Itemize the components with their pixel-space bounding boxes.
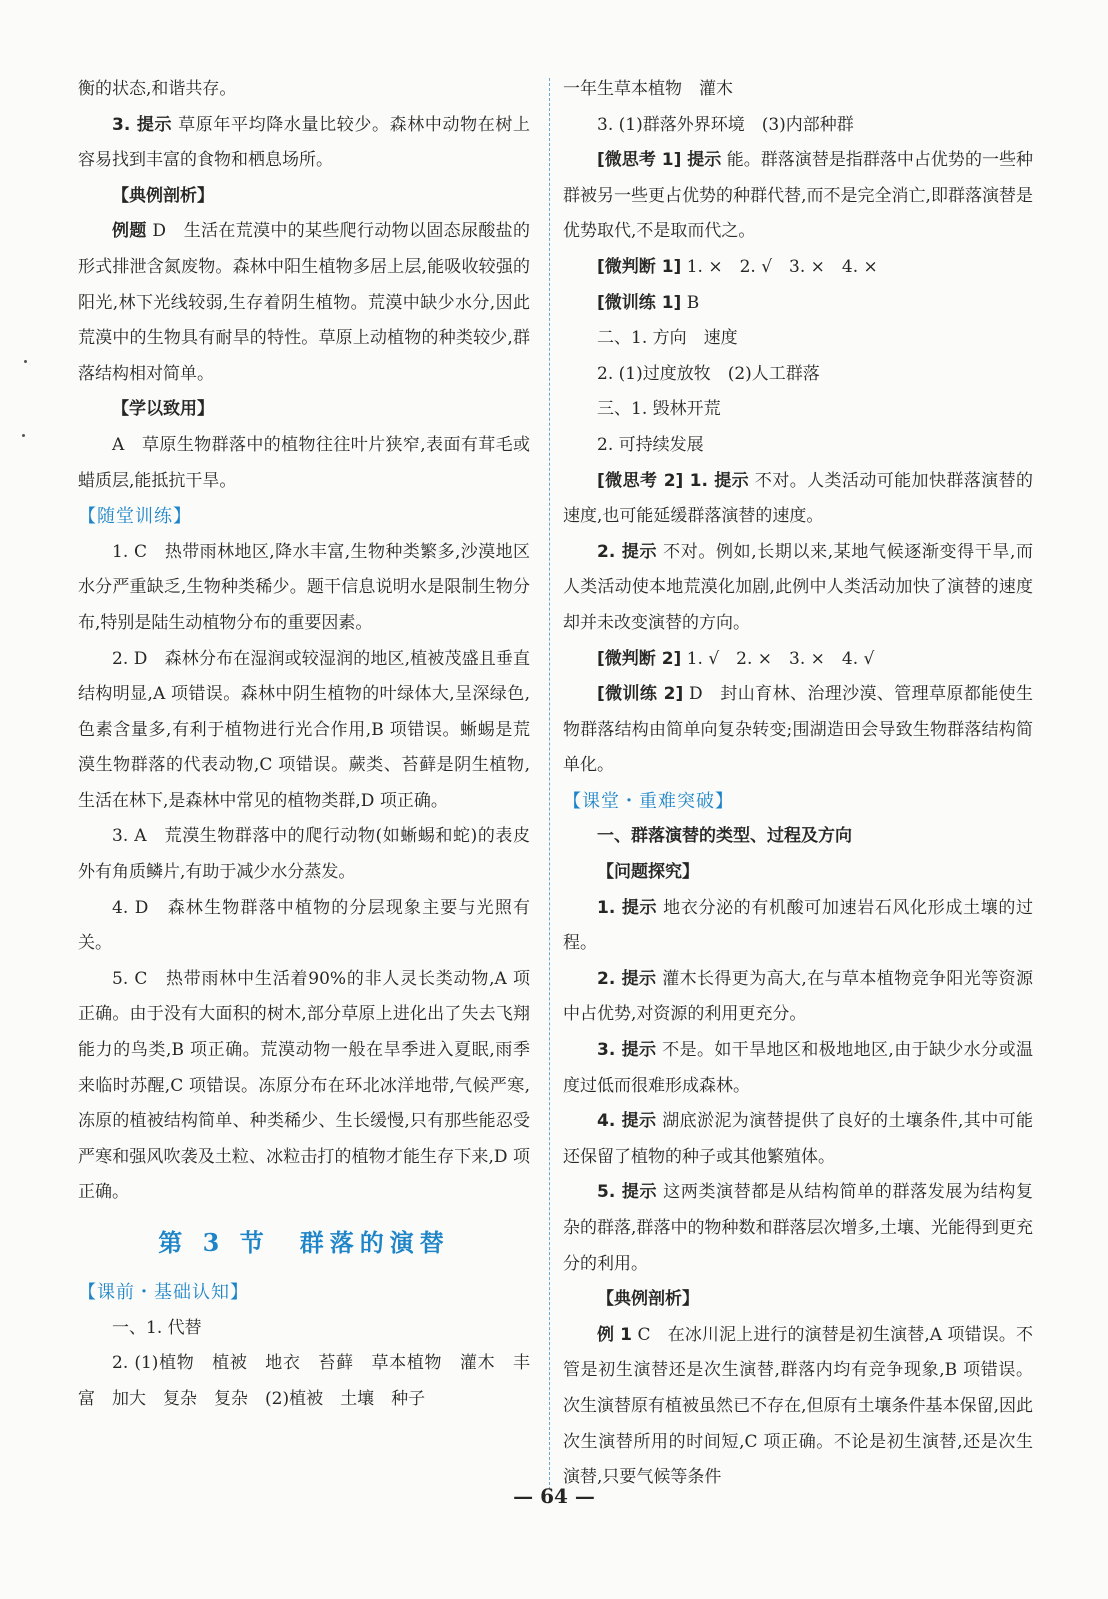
- paragraph: [563, 642, 1033, 678]
- paragraph: [563, 962, 1033, 1033]
- answer-text: 草原年平均降水量比较少。森林中动物在树上容易找到丰富的食物和栖息场所。: [78, 114, 530, 171]
- answer-label: [微判断 2]: [597, 648, 682, 669]
- answer-label: 例题: [112, 221, 147, 242]
- answer-label: [微思考 1] 提示: [597, 150, 722, 171]
- paragraph: 3. (1)群落外界环境 (3)内部种群: [597, 114, 854, 135]
- paragraph: [563, 250, 1033, 286]
- answer-text: C 在冰川泥上进行的演替是初生演替,A 项错误。不管是初生演替还是次生演替,群落内均有竞争现象,B 项错误。次生演替原有植被虽然已不存在,但原有土壤条件基本保留,因此次生演替所用的时间短,C 项正确。不论是初生演替,还是次生演替,只要气候等条件: [563, 1324, 1033, 1488]
- paragraph: 2. (1)过度放牧 (2)人工群落: [597, 363, 820, 384]
- paragraph: 4. D 森林生物群落中植物的分层现象主要与光照有关。: [78, 897, 530, 954]
- answer-text: B: [681, 292, 700, 313]
- answer-label: 3. 提示: [112, 114, 173, 135]
- left-column: [78, 72, 530, 1417]
- answer-label: 2. 提示: [597, 541, 658, 562]
- answer-text: D 封山育林、治理沙漠、管理草原都能使生物群落结构由简单向复杂转变;围湖造田会导致生物群落结构简单化。: [563, 684, 1033, 776]
- paragraph: [563, 1318, 1033, 1496]
- paragraph: 一年生草本植物 灌木: [563, 79, 733, 99]
- answer-label: [微训练 2]: [597, 684, 684, 705]
- answer-text: 地衣分泌的有机酸可加速岩石风化形成土壤的过程。: [563, 897, 1033, 954]
- paragraph: 3. A 荒漠生物群落中的爬行动物(如蜥蜴和蛇)的表皮外有角质鳞片,有助于减少水分蒸发。: [78, 826, 530, 883]
- answer-text: 1. × 2. √ 3. × 4. ×: [681, 256, 878, 277]
- section-heading: 【课堂・重难突破】: [563, 790, 734, 812]
- answer-text: D 生活在荒漠中的某些爬行动物以固态尿酸盐的形式排泄含氮废物。森林中阳生植物多居上层,能吸收较强的阳光,林下光线较弱,生存着阴生植物。荒漠中缺少水分,因此荒漠中的生物具有耐旱的特性。草原上动植物的种类较少,群落结构相对简单。: [78, 221, 530, 384]
- answer-text: 1. √ 2. × 3. × 4. √: [681, 648, 875, 669]
- subheading: 【典例剖析】: [112, 185, 214, 206]
- answer-label: [微判断 1]: [597, 256, 682, 277]
- page-number: — 64 —: [513, 1484, 595, 1508]
- subheading: 【学以致用】: [112, 399, 214, 420]
- answer-text: 不对。例如,长期以来,某地气候逐渐变得干旱,而人类活动使本地荒漠化加剧,此例中人类活动加快了演替的速度却并未改变演替的方向。: [563, 541, 1033, 633]
- paragraph: [563, 891, 1033, 962]
- paragraph: [563, 143, 1033, 250]
- paragraph: [563, 464, 1033, 535]
- answer-label: [微思考 2] 1. 提示: [597, 470, 750, 491]
- answer-label: 例 1: [597, 1324, 632, 1345]
- subheading: 【问题探究】: [597, 862, 699, 883]
- paragraph: [563, 535, 1033, 642]
- chapter-title: 第 3 节 群落的演替: [158, 1228, 450, 1257]
- paragraph: [563, 286, 1033, 322]
- section-heading: 【随堂训练】: [78, 506, 192, 528]
- answer-label: 4. 提示: [597, 1111, 657, 1132]
- paragraph: 二、1. 方向 速度: [597, 328, 738, 349]
- subheading: 一、群落演替的类型、过程及方向: [597, 826, 852, 847]
- paragraph: [78, 108, 530, 179]
- answer-text: 不对。人类活动可能加快群落演替的速度,也可能延缓群落演替的速度。: [563, 470, 1033, 527]
- paragraph: 1. C 热带雨林地区,降水丰富,生物种类繁多,沙漠地区水分严重缺乏,生物种类稀少。题干信息说明水是限制生物分布,特别是陆生动植物分布的重要因素。: [78, 541, 530, 633]
- answer-label: 1. 提示: [597, 897, 658, 918]
- answer-label: 2. 提示: [597, 968, 657, 989]
- answer-text: 不是。如干旱地区和极地地区,由于缺少水分或温度过低而很难形成森林。: [563, 1040, 1033, 1096]
- paragraph: 2. D 森林分布在湿润或较湿润的地区,植被茂盛且垂直结构明显,A 项错误。森林中阴生植物的叶绿体大,呈深绿色,色素含量多,有利于植物进行光合作用,B 项错误。蜥蜴是荒漠生物群落的代表动物,C 项错误。蕨类、苔藓是阴生植物,生活在林下,是森林中常见的植物类群,D 项正确。: [78, 648, 530, 811]
- paragraph: [563, 1033, 1033, 1104]
- paragraph: [563, 1175, 1033, 1282]
- paragraph: 三、1. 毁林开荒: [597, 399, 721, 420]
- section-heading: 【课前・基础认知】: [78, 1282, 249, 1303]
- paragraph: 衡的状态,和谐共存。: [78, 79, 237, 99]
- column-divider: [549, 78, 550, 1490]
- paragraph: [78, 214, 530, 392]
- right-column: [563, 72, 1033, 1496]
- paragraph: 2. (1)植物 植被 地衣 苔藓 草本植物 灌木 丰富 加大 复杂 复杂 (2)植被 土壤 种子: [78, 1353, 530, 1409]
- paragraph: 5. C 热带雨林中生活着90%的非人灵长类动物,A 项正确。由于没有大面积的树木,部分草原上进化出了失去飞翔能力的鸟类,B 项正确。荒漠动物一般在旱季进入夏眠,雨季来临时苏醒,C 项错误。冻原分布在环北冰洋地带,气候严寒,冻原的植被结构简单、种类稀少、生长缓慢,只有那些能忍受严寒和强风吹袭及土粒、冰粒击打的植物才能生存下来,D 项正确。: [78, 968, 530, 1203]
- answer-text: 这两类演替都是从结构简单的群落发展为结构复杂的群落,群落中的物种数和群落层次增多,土壤、光能得到更充分的利用。: [563, 1182, 1033, 1274]
- scan-speck: [24, 360, 27, 363]
- paragraph: A 草原生物群落中的植物往往叶片狭窄,表面有茸毛或蜡质层,能抵抗干旱。: [78, 434, 530, 491]
- scan-speck: [22, 434, 25, 437]
- paragraph: 2. 可持续发展: [597, 434, 704, 455]
- paragraph: 一、1. 代替: [112, 1317, 202, 1338]
- answer-label: 3. 提示: [597, 1040, 657, 1061]
- paragraph: [563, 1104, 1033, 1175]
- subheading: 【典例剖析】: [597, 1289, 699, 1310]
- answer-label: 5. 提示: [597, 1182, 658, 1203]
- answer-text: 湖底淤泥为演替提供了良好的土壤条件,其中可能还保留了植物的种子或其他繁殖体。: [563, 1111, 1033, 1167]
- answer-label: [微训练 1]: [597, 292, 682, 313]
- answer-text: 能。群落演替是指群落中占优势的一些种群被另一些更占优势的种群代替,而不是完全消亡,即群落演替是优势取代,不是取而代之。: [563, 150, 1033, 242]
- answer-text: 灌木长得更为高大,在与草本植物竞争阳光等资源中占优势,对资源的利用更充分。: [563, 968, 1033, 1025]
- paragraph: [563, 677, 1033, 784]
